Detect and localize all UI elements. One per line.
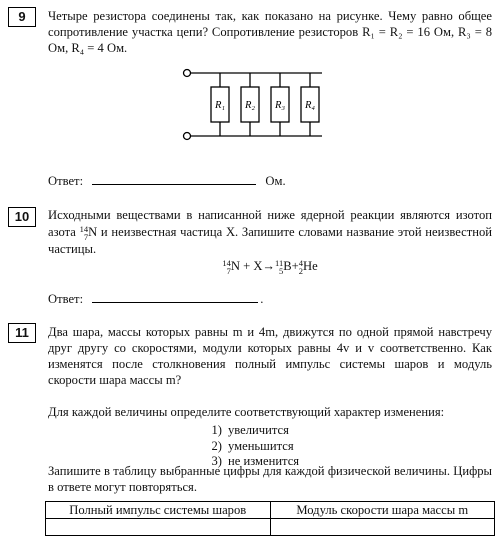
reaction-plus: + (291, 259, 299, 273)
question-10-answer-row: Ответ: . (48, 292, 264, 306)
bottom-terminal (184, 133, 191, 140)
nitrogen-isotope-numbers: 14 7 (79, 224, 89, 242)
reaction-boron: B (283, 259, 292, 273)
question-10-text (48, 207, 492, 258)
question-11-text (48, 324, 492, 388)
answer-label: Ответ: (48, 174, 84, 188)
question-11-instruction: Для каждой величины определите соответствующий характер изменения: (48, 405, 445, 419)
resistor-r3-label: R₃ (274, 100, 286, 111)
question-9-text (48, 8, 492, 56)
answer-label: Ответ: (48, 292, 84, 306)
question-10-text-part2: и неизвестная частица X. Запишите словами название этой неизвестной частицы. (48, 225, 492, 256)
table-header-total-momentum: Полный импульс системы шаров (46, 502, 271, 519)
nitrogen-symbol: N (88, 225, 98, 239)
option-item: 2) уменьшится (211, 438, 294, 453)
question-9-statement: Четыре резистора соединены так, как показано на рисунке. Чему равно общее сопротивление участка цепи? Сопротивление резисторов R₁ = R₂ = 16 Ом, R₃ = 8 Ом, R₄ = 4 Ом. (48, 9, 492, 55)
top-terminal (184, 70, 191, 77)
reaction-nitrogen: N (230, 259, 240, 273)
question-11-number: 11 (8, 323, 36, 343)
question-11-table-instruction: Запишите в таблицу выбранные цифры для каждой физической величины. Цифры в ответе могут повторяться. (48, 464, 492, 494)
question-9-answer-row (48, 172, 492, 189)
resistor-r1-label: R₁ (214, 100, 226, 111)
question-10-text-part1: Исходными веществами в написанной ниже ядерной реакции являются изотоп азота (48, 208, 492, 239)
question-9-number: 9 (8, 7, 36, 27)
answer-table (45, 501, 495, 536)
reaction-helium: He (302, 259, 318, 273)
resistor-r4-label: R₄ (304, 100, 316, 111)
nuclear-reaction: 14 7 N + X→ 11 5 B+ 4 2 He (222, 258, 318, 276)
answer-cell-ball-speed[interactable] (270, 519, 495, 536)
option-item: 3) не изменится (211, 454, 300, 468)
table-header-ball-speed: Модуль скорости шара массы m (270, 502, 495, 519)
question-10-number: 10 (8, 207, 36, 227)
answer-unit: Ом. (265, 174, 286, 188)
answer-line[interactable] (92, 290, 258, 303)
answer-cell-total-momentum[interactable] (46, 519, 271, 536)
answer-line[interactable] (92, 172, 256, 185)
reaction-plus-x-arrow: + X→ (243, 259, 276, 273)
resistor-r2-label: R₂ (244, 100, 256, 111)
question-11-statement: Два шара, массы которых равны m и 4m, движутся по одной прямой навстречу друг другу со скоростями, модули которых равны 4v и v соответственно. Как изменятся после столкновения полный импульс системы шаров и модуль скорости шара массы m? (48, 325, 492, 387)
option-item: 1) увеличится (211, 423, 289, 437)
